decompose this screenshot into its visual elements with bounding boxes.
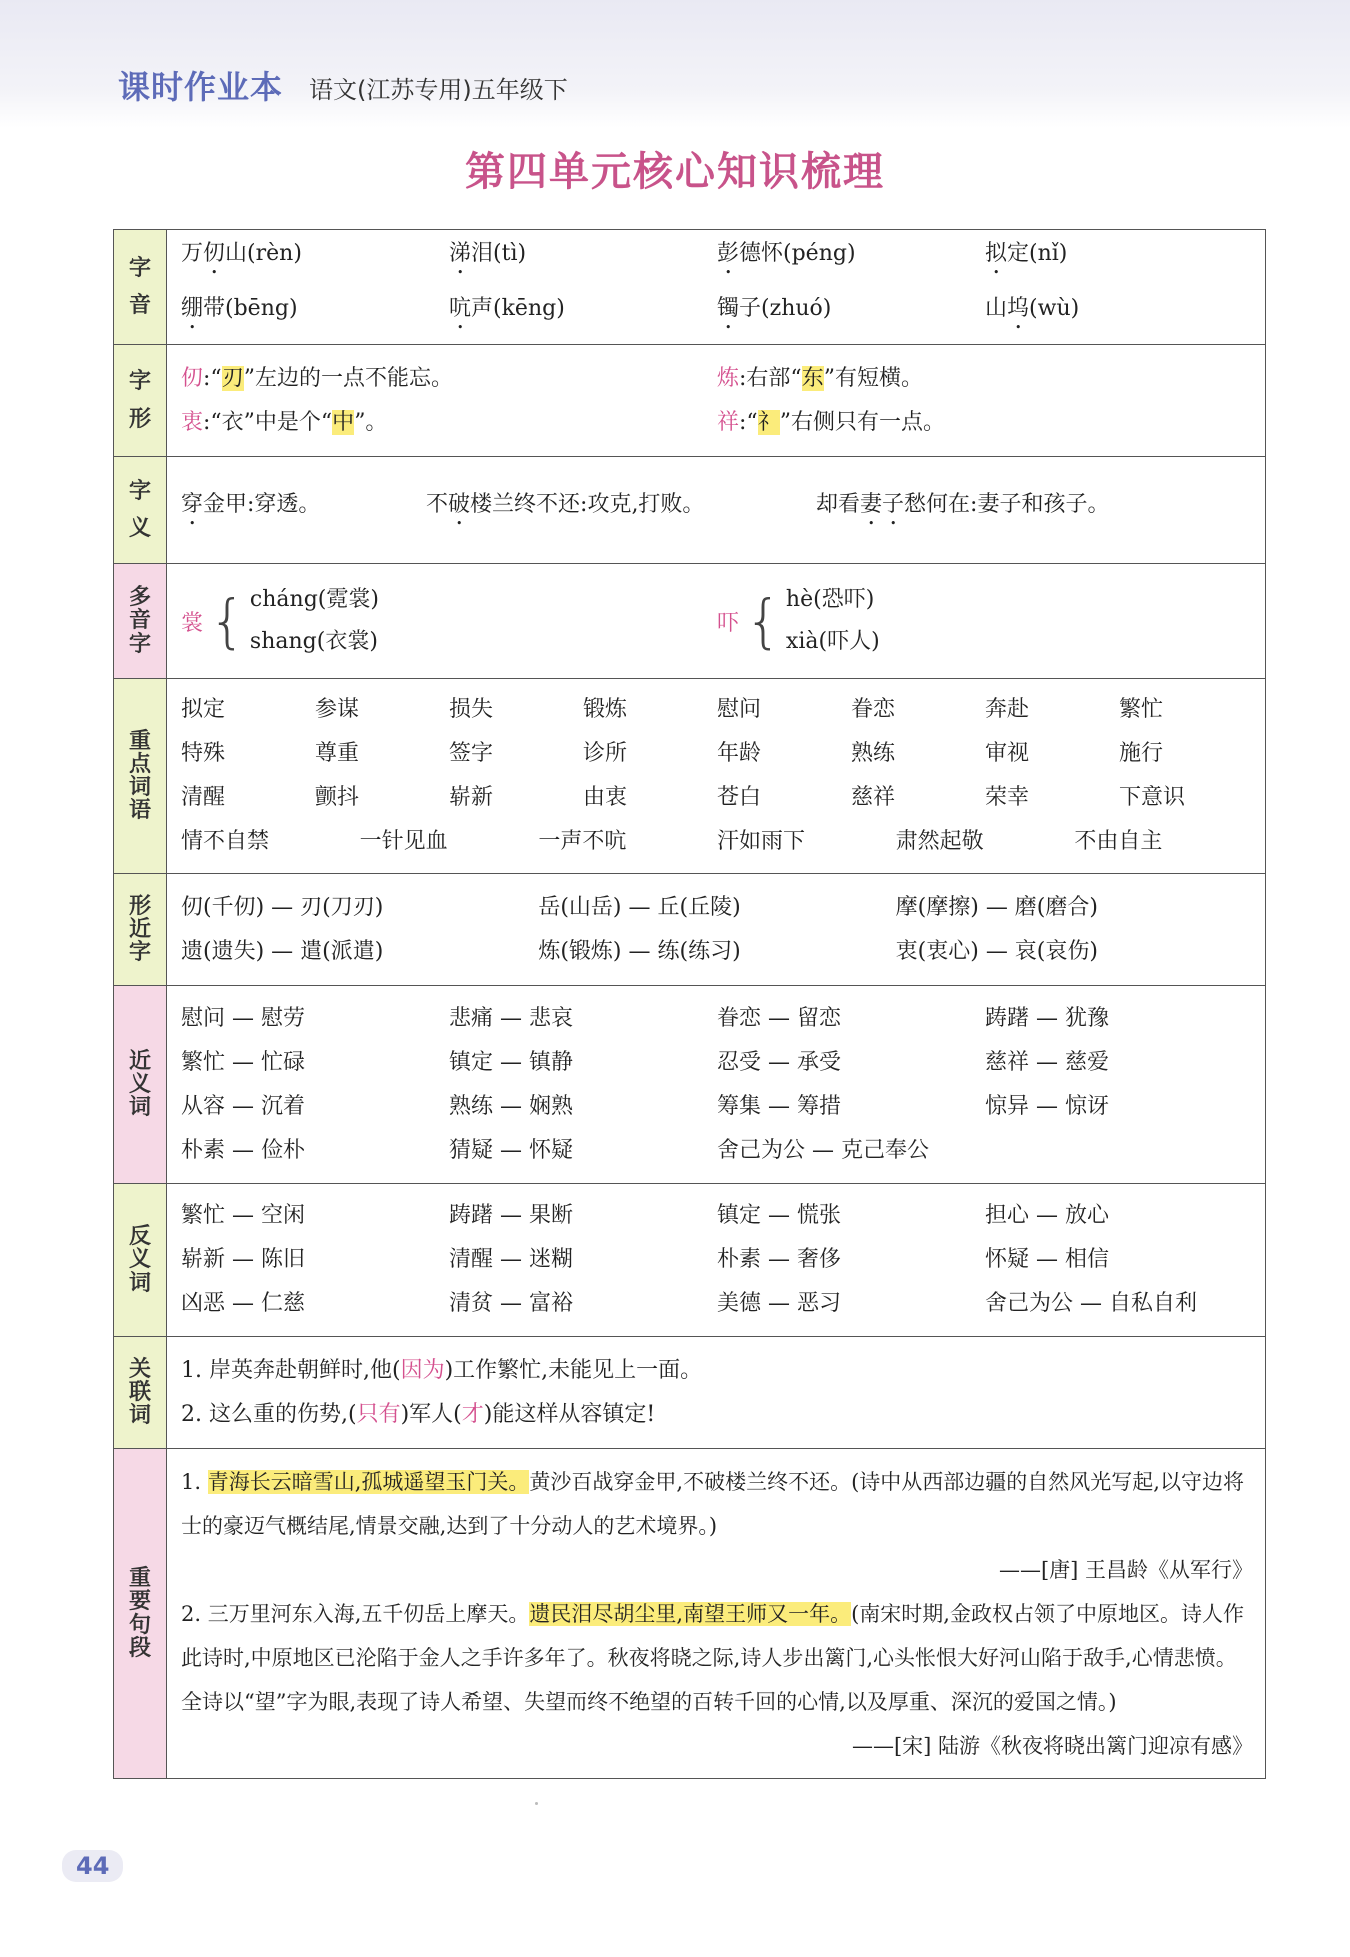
passage-source: ——[宋] 陆游《秋夜将晓出篱门迎凉有感》 (851, 1733, 1253, 1758)
zi-xing-content (167, 345, 1266, 457)
synonym-pair: 从容 — 沉着 (181, 1093, 305, 1119)
row-label-guan-lian-ci: 关 联 词 (114, 1337, 167, 1449)
zi-yin-item: 涕泪(tì) (449, 241, 527, 266)
key-idiom: 汗如雨下 (717, 829, 806, 854)
similar-char-pair: 岳(山岳) — 丘(丘陵) (538, 894, 741, 920)
zi-yin-content (167, 230, 1266, 345)
antonym-pair: 崭新 — 陈旧 (181, 1247, 305, 1272)
row-duo-yin-zi (114, 564, 1266, 679)
brace-icon: { (745, 587, 782, 655)
similar-char-pair: 遗(遗失) — 遣(派遣) (181, 938, 384, 964)
page-number: 44 (62, 1850, 123, 1882)
zi-yi-item: 穿金甲:穿透。 (181, 491, 321, 517)
page-title: 第四单元核心知识梳理 (465, 149, 885, 195)
synonym-pair: 慈祥 — 慈爱 (985, 1049, 1109, 1075)
zi-yin-item: 镯子(zhuó) (717, 296, 832, 321)
key-word: 诊所 (583, 741, 628, 766)
print-dot (535, 1802, 538, 1805)
key-word: 苍白 (717, 785, 762, 810)
row-zi-yi (114, 457, 1266, 564)
row-label-zhong-dian-ci-yu: 重 点 词 语 (114, 679, 167, 874)
key-idiom: 不由自主 (1074, 829, 1163, 854)
key-word: 荣幸 (985, 785, 1030, 810)
key-word: 锻炼 (583, 697, 628, 722)
fan-yi-ci-content (167, 1184, 1266, 1337)
zi-xing-item: 炼:右部“东”有短横。 (717, 365, 923, 391)
zi-yi-item: 却看妻子愁何在:妻子和孩子。 (816, 491, 1110, 517)
key-word: 特殊 (181, 741, 226, 766)
passage-source: ——[唐] 王昌龄《从军行》 (998, 1557, 1253, 1582)
polyphone-group: 吓 { hè(恐吓) xià(吓人) (717, 587, 880, 655)
xing-jin-zi-content (167, 874, 1266, 986)
key-word: 签字 (449, 741, 494, 766)
zi-xing-item: 祥:“礻”右侧只有一点。 (717, 409, 945, 435)
antonym-pair: 舍己为公 — 自私自利 (985, 1291, 1197, 1316)
zi-yin-item: 万仞山(rèn) (181, 241, 302, 266)
knowledge-table (113, 229, 1266, 1779)
key-word: 颤抖 (315, 785, 360, 810)
row-label-zi-xing: 字 形 (114, 345, 167, 457)
antonym-pair: 清贫 — 富裕 (449, 1291, 573, 1316)
synonym-pair: 朴素 — 俭朴 (181, 1137, 305, 1163)
book-title: 课时作业本 (118, 68, 284, 106)
row-zi-xing (114, 345, 1266, 457)
antonym-pair: 朴素 — 奢侈 (717, 1247, 841, 1272)
key-word: 繁忙 (1119, 697, 1164, 722)
antonym-pair: 凶恶 — 仁慈 (181, 1291, 305, 1316)
synonym-pair: 慰问 — 慰劳 (181, 1005, 305, 1031)
row-label-jin-yi-ci: 近 义 词 (114, 986, 167, 1184)
polyphone-group: 裳 { cháng(霓裳) shang(衣裳) (181, 587, 379, 655)
duo-yin-zi-content (167, 564, 1266, 679)
key-word: 损失 (449, 697, 494, 722)
key-word: 眷恋 (851, 697, 896, 722)
synonym-pair: 镇定 — 镇静 (449, 1049, 573, 1075)
synonym-pair: 繁忙 — 忙碌 (181, 1049, 305, 1075)
row-zi-yin (114, 230, 1266, 345)
synonym-pair: 眷恋 — 留恋 (717, 1005, 841, 1031)
zi-yin-item: 吭声(kēng) (449, 296, 565, 321)
similar-char-pair: 炼(锻炼) — 练(练习) (538, 938, 741, 964)
zi-yi-item: 不破楼兰终不还:攻克,打败。 (426, 491, 705, 517)
key-passage: 2. 三万里河东入海,五千仞岳上摩天。遗民泪尽胡尘里,南望王师又一年。(南宋时期,金政权占领了中原地区。诗人作此诗时,中原地区已沦陷于金人之手许多年了。秋夜将晓之际,诗人步出篱门,心头怅恨大好河山陷于敌手,心情悲愤。全诗以“望”字为眼,表现了诗人希望、失望而终不绝望的百转千回的心情,以及厚重、深沉的爱国之情。) (181, 1601, 1244, 1714)
zi-yin-item: 山坞(wù) (985, 296, 1080, 321)
key-word: 崭新 (449, 785, 494, 810)
antonym-pair: 担心 — 放心 (985, 1203, 1109, 1228)
key-word: 审视 (985, 741, 1030, 766)
key-idiom: 一针见血 (359, 829, 448, 854)
key-word: 下意识 (1119, 785, 1186, 810)
key-word: 参谋 (315, 697, 360, 722)
row-zhong-yao-ju-duan (114, 1449, 1266, 1779)
synonym-pair: 筹集 — 筹措 (717, 1093, 841, 1119)
key-idiom: 肃然起敬 (895, 829, 984, 854)
synonym-pair: 悲痛 — 悲哀 (449, 1005, 573, 1031)
synonym-pair: 舍己为公 — 克己奉公 (717, 1137, 929, 1163)
row-xing-jin-zi (114, 874, 1266, 986)
conjunction-sentence: 2. 这么重的伤势,(只有)军人(才)能这样从容镇定! (181, 1401, 656, 1427)
key-word: 拟定 (181, 697, 226, 722)
antonym-pair: 镇定 — 慌张 (717, 1203, 841, 1228)
zhong-dian-ci-yu-content (167, 679, 1266, 874)
zi-yin-item: 彭德怀(péng) (717, 241, 856, 266)
book-subtitle: 语文(江苏专用)五年级下 (309, 76, 568, 104)
row-label-fan-yi-ci: 反 义 词 (114, 1184, 167, 1337)
key-word: 清醒 (181, 785, 226, 810)
book-header (118, 62, 568, 108)
key-word: 慰问 (717, 697, 762, 722)
antonym-pair: 怀疑 — 相信 (985, 1247, 1109, 1272)
row-label-zi-yi: 字 义 (114, 457, 167, 564)
zi-yi-content (167, 457, 1266, 564)
antonym-pair: 美德 — 恶习 (717, 1291, 841, 1316)
jin-yi-ci-content (167, 986, 1266, 1184)
synonym-pair: 猜疑 — 怀疑 (449, 1137, 573, 1163)
antonym-pair: 繁忙 — 空闲 (181, 1203, 305, 1228)
zi-yin-item: 拟定(nǐ) (985, 241, 1068, 266)
key-idiom: 一声不吭 (538, 829, 627, 854)
row-label-xing-jin-zi: 形 近 字 (114, 874, 167, 986)
similar-char-pair: 仞(千仞) — 刃(刀刃) (181, 894, 384, 920)
key-word: 熟练 (851, 741, 896, 766)
key-word: 慈祥 (851, 785, 896, 810)
similar-char-pair: 摩(摩擦) — 磨(磨合) (895, 894, 1098, 920)
row-label-zi-yin: 字 音 (114, 230, 167, 345)
row-fan-yi-ci (114, 1184, 1266, 1337)
row-label-zhong-yao-ju-duan: 重 要 句 段 (114, 1449, 167, 1779)
key-word: 年龄 (717, 741, 762, 766)
key-word: 尊重 (315, 741, 360, 766)
antonym-pair: 踌躇 — 果断 (449, 1203, 573, 1228)
row-label-duo-yin-zi: 多 音 字 (114, 564, 167, 679)
synonym-pair: 惊异 — 惊讶 (985, 1093, 1109, 1119)
zi-yin-item: 绷带(bēng) (181, 296, 298, 321)
zhong-yao-ju-duan-content (167, 1449, 1266, 1779)
brace-icon: { (209, 587, 246, 655)
synonym-pair: 熟练 — 娴熟 (449, 1093, 573, 1119)
row-guan-lian-ci (114, 1337, 1266, 1449)
zi-xing-item: 衷:“衣”中是个“中”。 (181, 409, 388, 435)
key-word: 施行 (1119, 741, 1164, 766)
guan-lian-ci-content (167, 1337, 1266, 1449)
row-jin-yi-ci (114, 986, 1266, 1184)
conjunction-sentence: 1. 岸英奔赴朝鲜时,他(因为)工作繁忙,未能见上一面。 (181, 1357, 703, 1383)
similar-char-pair: 衷(衷心) — 哀(哀伤) (895, 938, 1098, 964)
synonym-pair: 忍受 — 承受 (717, 1049, 841, 1075)
key-word: 奔赴 (985, 697, 1030, 722)
antonym-pair: 清醒 — 迷糊 (449, 1247, 573, 1272)
synonym-pair: 踌躇 — 犹豫 (985, 1005, 1109, 1031)
row-zhong-dian-ci-yu (114, 679, 1266, 874)
key-word: 由衷 (583, 785, 628, 810)
key-idiom: 情不自禁 (181, 829, 270, 854)
zi-xing-item: 仞:“刃”左边的一点不能忘。 (181, 365, 453, 391)
key-passage: 1. 青海长云暗雪山,孤城遥望玉门关。黄沙百战穿金甲,不破楼兰终不还。(诗中从西部边疆的自然风光写起,以守边将士的豪迈气概结尾,情景交融,达到了十分动人的艺术境界。) (181, 1469, 1244, 1538)
